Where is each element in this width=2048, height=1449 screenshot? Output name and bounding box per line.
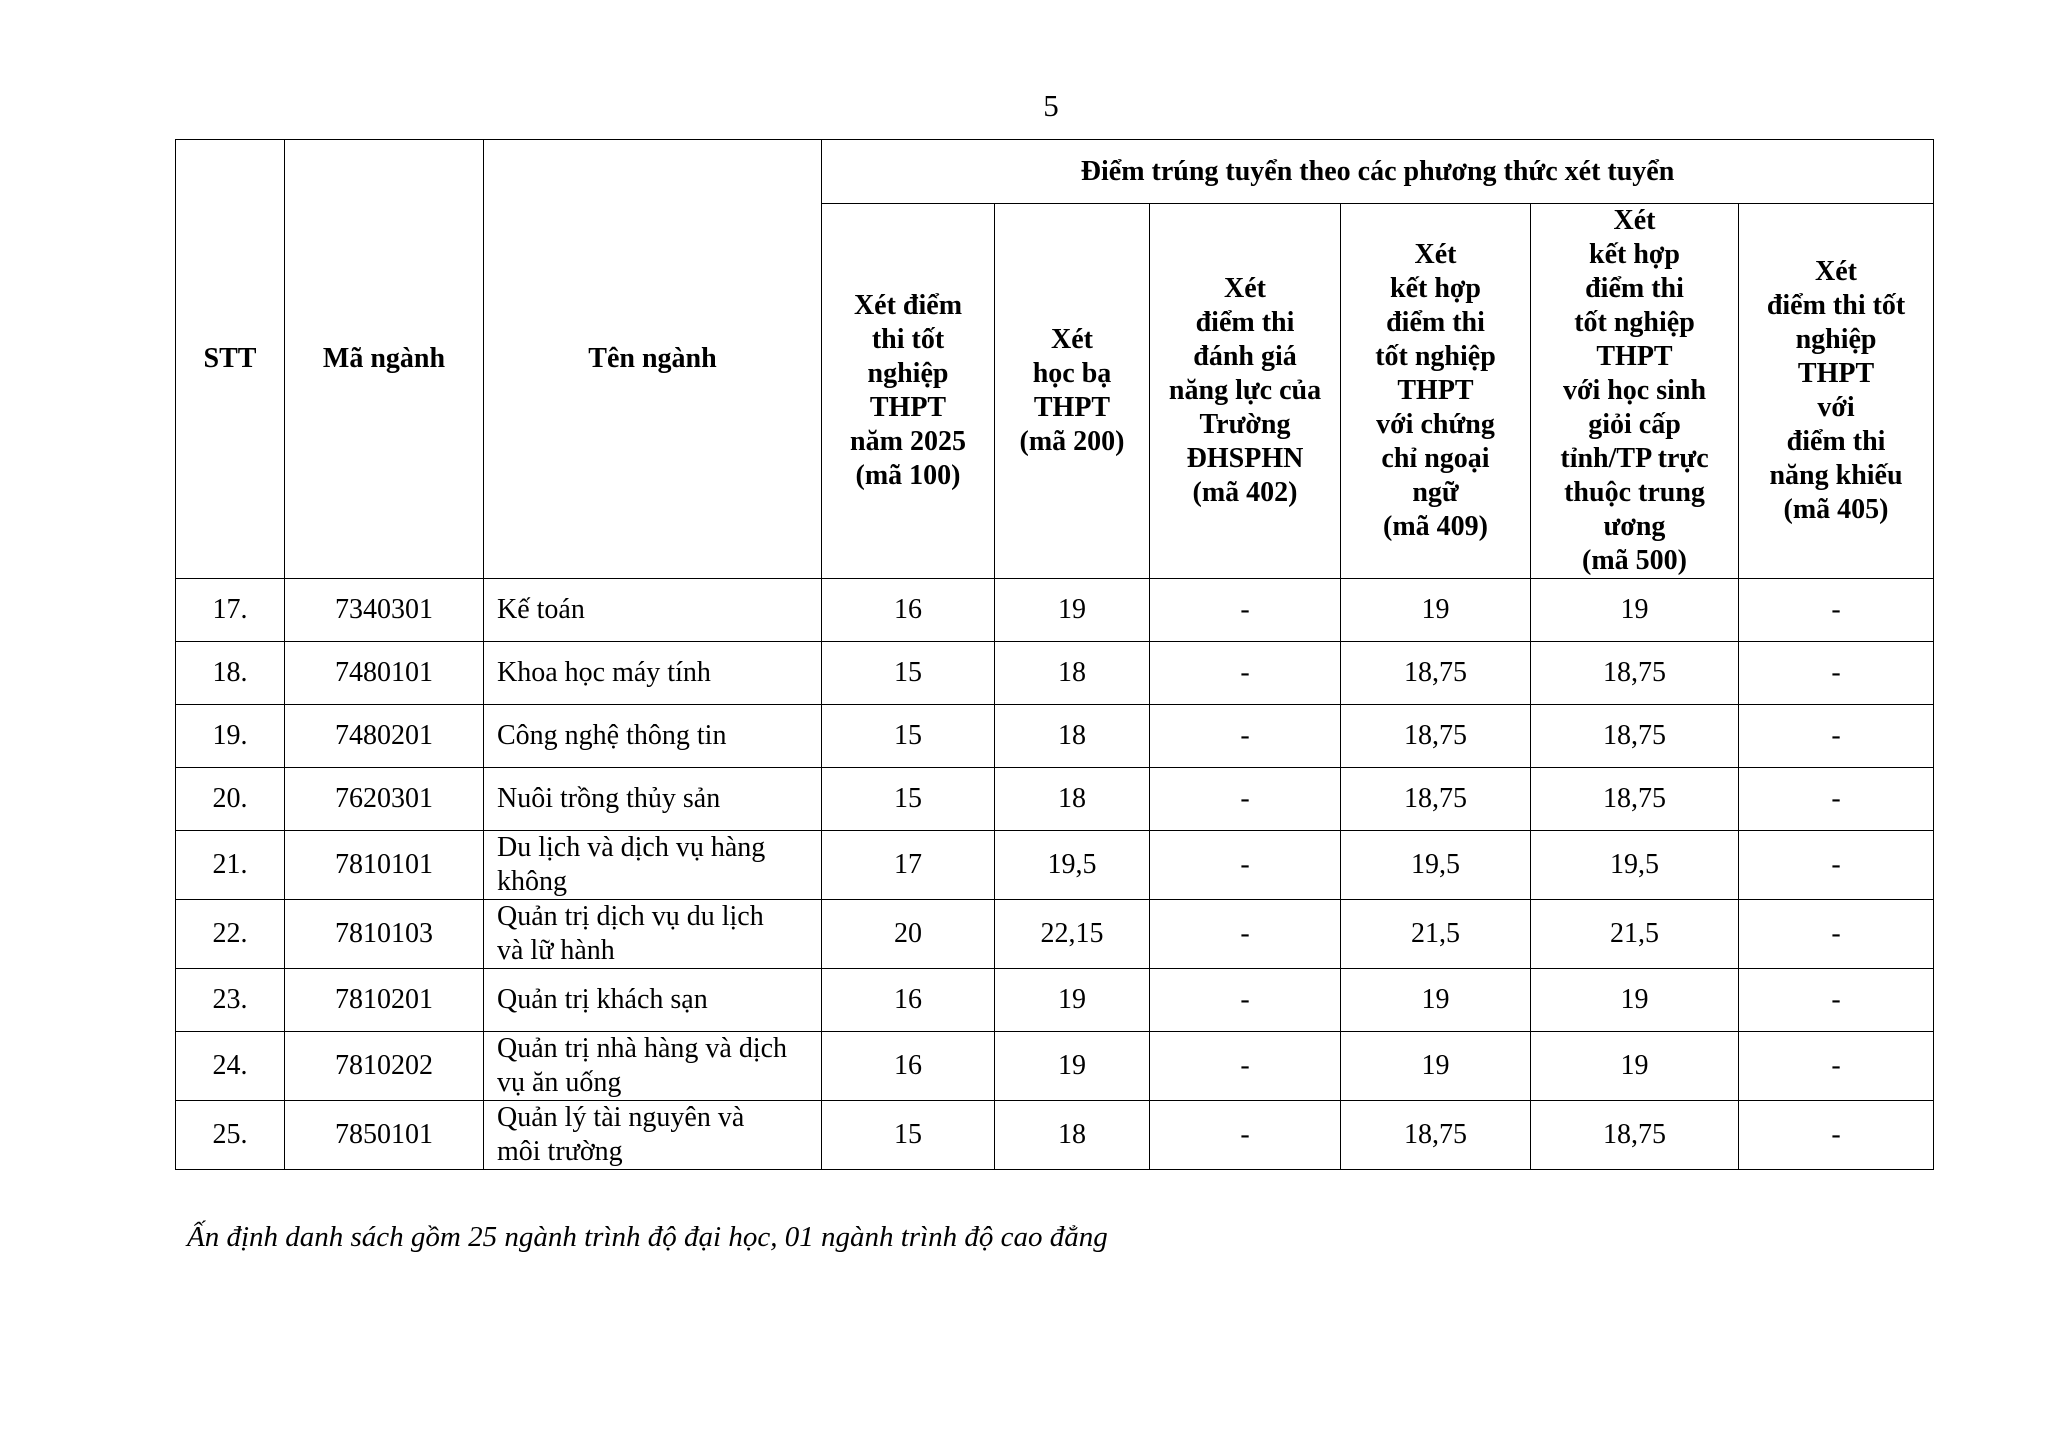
header-line: Xét: [1815, 256, 1858, 287]
header-line: đánh giá: [1193, 341, 1297, 372]
header-line: THPT: [1397, 375, 1474, 406]
header-major-code: Mã ngành: [285, 140, 484, 579]
header-line: nghiệp: [1795, 324, 1877, 355]
cell-major-name: [484, 900, 822, 969]
cell-stt: 22.: [176, 900, 285, 969]
header-row-top: [176, 140, 1934, 204]
cell-score-100: 16: [822, 579, 995, 642]
header-line: điểm thi tốt: [1766, 290, 1906, 321]
cell-major-name: [484, 969, 822, 1032]
header-line: tốt nghiệp: [1574, 307, 1695, 338]
cell-score-500: 19: [1531, 1032, 1739, 1101]
header-method-500: [1531, 204, 1739, 579]
header-line: (mã 409): [1383, 511, 1488, 542]
cell-stt: 19.: [176, 705, 285, 768]
cell-stt: 25.: [176, 1101, 285, 1170]
table-row: [176, 1101, 1934, 1170]
cell-score-200: 22,15: [995, 900, 1150, 969]
major-name-line: Quản trị khách sạn: [497, 984, 708, 1015]
header-line: năng lực của: [1168, 375, 1322, 406]
cell-major-name: [484, 1032, 822, 1101]
cell-major-name: [484, 579, 822, 642]
cell-score-200: 19: [995, 1032, 1150, 1101]
cell-score-100: 20: [822, 900, 995, 969]
table-row: [176, 831, 1934, 900]
cell-score-409: 19: [1341, 579, 1531, 642]
table-row: [176, 969, 1934, 1032]
header-line: THPT: [1797, 358, 1875, 389]
cell-score-100: 16: [822, 1032, 995, 1101]
header-line: THPT: [1596, 341, 1673, 372]
cell-score-100: 15: [822, 768, 995, 831]
cell-score-200: 18: [995, 1101, 1150, 1170]
header-major-name: Tên ngành: [484, 140, 822, 579]
header-line: với chứng: [1376, 409, 1495, 440]
header-line: kết hợp: [1390, 273, 1481, 304]
cell-score-402: -: [1150, 969, 1341, 1032]
cell-score-100: 17: [822, 831, 995, 900]
header-line: Xét: [1613, 205, 1656, 236]
header-line: Xét: [1414, 239, 1457, 270]
cell-stt: 24.: [176, 1032, 285, 1101]
cell-major-code: 7810202: [285, 1032, 484, 1101]
cell-score-200: 19: [995, 969, 1150, 1032]
header-line: năm 2025: [850, 426, 966, 457]
admission-scores-table: [175, 139, 1934, 1170]
header-line: chỉ ngoại: [1381, 443, 1490, 474]
major-name-line: không: [497, 866, 567, 897]
cell-major-code: 7810103: [285, 900, 484, 969]
cell-score-409: 18,75: [1341, 642, 1531, 705]
table-row: [176, 900, 1934, 969]
cell-score-402: -: [1150, 1032, 1341, 1101]
header-line: điểm thi: [1195, 307, 1295, 338]
cell-major-code: 7480101: [285, 642, 484, 705]
cell-stt: 17.: [176, 579, 285, 642]
major-name-line: Công nghệ thông tin: [497, 720, 727, 751]
cell-stt: 23.: [176, 969, 285, 1032]
header-line: điểm thi: [1786, 426, 1886, 457]
cell-major-code: 7810101: [285, 831, 484, 900]
cell-score-409: 18,75: [1341, 1101, 1531, 1170]
cell-score-200: 19: [995, 579, 1150, 642]
cell-major-name: [484, 768, 822, 831]
page-number: 5: [1043, 88, 1059, 123]
header-line: với: [1817, 392, 1855, 423]
cell-score-409: 18,75: [1341, 768, 1531, 831]
cell-score-200: 18: [995, 768, 1150, 831]
major-name-line: Quản lý tài nguyên và: [497, 1102, 745, 1133]
header-line: Xét: [1224, 273, 1266, 304]
table-row: [176, 579, 1934, 642]
header-line: điểm thi: [1585, 273, 1684, 304]
header-method-402: [1150, 204, 1341, 579]
cell-stt: 20.: [176, 768, 285, 831]
cell-score-200: 18: [995, 705, 1150, 768]
header-line: (mã 405): [1783, 494, 1889, 525]
cell-score-405: -: [1739, 579, 1934, 642]
cell-major-name: [484, 831, 822, 900]
header-method-200: [995, 204, 1150, 579]
cell-score-100: 16: [822, 969, 995, 1032]
cell-major-name: [484, 705, 822, 768]
cell-stt: 18.: [176, 642, 285, 705]
cell-score-405: -: [1739, 1101, 1934, 1170]
table-row: [176, 705, 1934, 768]
cell-score-402: -: [1150, 705, 1341, 768]
header-line: Xét điểm: [853, 290, 963, 321]
table-row: [176, 642, 1934, 705]
cell-score-405: -: [1739, 900, 1934, 969]
cell-score-409: 21,5: [1341, 900, 1531, 969]
header-line: (mã 100): [855, 460, 961, 491]
header-line: học bạ: [1032, 358, 1112, 389]
cell-score-405: -: [1739, 831, 1934, 900]
cell-score-402: -: [1150, 579, 1341, 642]
major-name-line: và lữ hành: [497, 935, 615, 966]
header-method-409: [1341, 204, 1531, 579]
cell-score-405: -: [1739, 705, 1934, 768]
header-stt: STT: [176, 140, 285, 579]
header-line: Trường: [1199, 409, 1291, 440]
cell-score-500: 18,75: [1531, 768, 1739, 831]
cell-score-405: -: [1739, 768, 1934, 831]
major-name-line: Khoa học máy tính: [497, 657, 711, 688]
cell-major-code: 7340301: [285, 579, 484, 642]
header-line: ương: [1603, 511, 1666, 542]
header-line: nghiệp: [867, 358, 949, 389]
cell-stt: 21.: [176, 831, 285, 900]
header-line: năng khiếu: [1769, 460, 1903, 491]
cell-score-402: -: [1150, 831, 1341, 900]
cell-score-500: 18,75: [1531, 1101, 1739, 1170]
major-name-line: Quản trị nhà hàng và dịch: [497, 1033, 788, 1064]
cell-score-100: 15: [822, 1101, 995, 1170]
table-row: [176, 768, 1934, 831]
cell-score-100: 15: [822, 705, 995, 768]
cell-score-409: 19: [1341, 1032, 1531, 1101]
cell-score-405: -: [1739, 969, 1934, 1032]
major-name-line: Quản trị dịch vụ du lịch: [497, 901, 764, 932]
cell-score-200: 18: [995, 642, 1150, 705]
cell-major-name: [484, 1101, 822, 1170]
cell-score-409: 18,75: [1341, 705, 1531, 768]
header-line: ĐHSPHN: [1186, 443, 1304, 474]
cell-score-405: -: [1739, 1032, 1934, 1101]
header-line: kết hợp: [1589, 239, 1680, 270]
cell-score-402: -: [1150, 900, 1341, 969]
cell-score-409: 19: [1341, 969, 1531, 1032]
cell-score-500: 21,5: [1531, 900, 1739, 969]
header-line: giỏi cấp: [1588, 409, 1681, 440]
header-line: tốt nghiệp: [1375, 341, 1496, 372]
cell-score-402: -: [1150, 642, 1341, 705]
header-line: Xét: [1051, 324, 1093, 355]
cell-major-name: [484, 642, 822, 705]
major-name-line: Kế toán: [497, 594, 585, 625]
cell-score-500: 19,5: [1531, 831, 1739, 900]
cell-score-405: -: [1739, 642, 1934, 705]
cell-score-100: 15: [822, 642, 995, 705]
table-body: [176, 579, 1934, 1170]
header-line: thi tốt: [871, 324, 945, 355]
header-line: (mã 500): [1582, 545, 1687, 576]
major-name-line: Du lịch và dịch vụ hàng: [497, 832, 766, 863]
header-score-methods-group: Điểm trúng tuyển theo các phương thức xét tuyển: [822, 140, 1934, 204]
cell-score-500: 18,75: [1531, 705, 1739, 768]
cell-score-500: 18,75: [1531, 642, 1739, 705]
major-name-line: Nuôi trồng thủy sản: [497, 783, 721, 814]
header-method-405: [1739, 204, 1934, 579]
cell-major-code: 7620301: [285, 768, 484, 831]
major-name-line: vụ ăn uống: [497, 1067, 622, 1098]
header-line: ngữ: [1412, 477, 1459, 508]
table-header: [176, 140, 1934, 579]
cell-score-402: -: [1150, 768, 1341, 831]
cell-major-code: 7480201: [285, 705, 484, 768]
header-line: với học sinh: [1562, 375, 1707, 406]
header-line: THPT: [1033, 392, 1111, 423]
header-line: thuộc trung: [1564, 477, 1705, 508]
cell-score-500: 19: [1531, 969, 1739, 1032]
header-line: tỉnh/TP trực: [1560, 443, 1709, 474]
header-line: (mã 402): [1192, 477, 1298, 508]
cell-score-500: 19: [1531, 579, 1739, 642]
header-method-100: [822, 204, 995, 579]
cell-major-code: 7850101: [285, 1101, 484, 1170]
cell-major-code: 7810201: [285, 969, 484, 1032]
header-line: THPT: [869, 392, 947, 423]
header-line: điểm thi: [1386, 307, 1485, 338]
cell-score-200: 19,5: [995, 831, 1150, 900]
major-name-line: môi trường: [497, 1136, 623, 1167]
cell-score-402: -: [1150, 1101, 1341, 1170]
cell-score-409: 19,5: [1341, 831, 1531, 900]
footnote: Ấn định danh sách gồm 25 ngành trình độ đại học, 01 ngành trình độ cao đẳng: [187, 1221, 1108, 1253]
header-line: (mã 200): [1019, 426, 1125, 457]
table-row: [176, 1032, 1934, 1101]
